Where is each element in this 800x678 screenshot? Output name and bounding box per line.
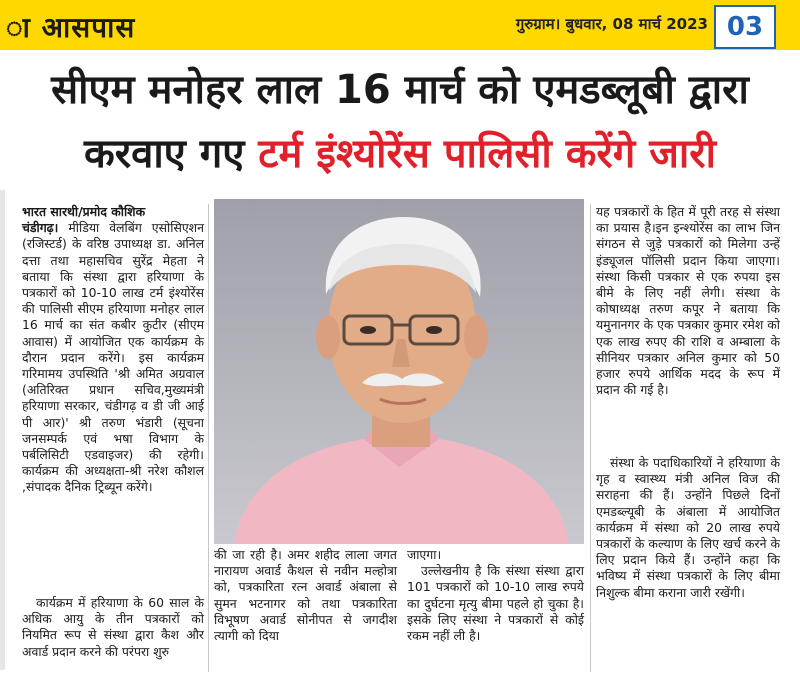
headline-line-2-black: करवाए गए [84,131,259,177]
story-dateline: चंडीगढ़। [22,220,59,236]
page-header [0,0,800,50]
portrait-illustration [214,199,584,544]
article-column-3 [407,547,584,644]
column-divider [208,204,209,672]
column-1-paragraph-2: कार्यक्रम में हरियाणा के 60 साल के अधिक आयु के तीन पत्रकारों को नियमित रूप से संस्था द्वारा कैश और अवार्ड प्रदान करने की परंपरा शुरु [22,595,204,659]
article-column-2 [214,547,397,644]
column-4-text: यह पत्रकारों के हित में पूरी तरह से संस्था का प्रयास है।इन इन्श्योरेंस का लाभ जिन संगठन से जुड़े पत्रकारों को मिलेगा उन्हें इंड्यूजल पॉलिसी प्रदान किया जाएगा। संस्था किसी पत्रकार से एक रुपया इस बीमे के लिए नहीं लेगी। संस्था के कोषाध्यक्ष तरुण कपूर ने बताया कि यमुनानगर के एक पत्रकार कुमार रमेश को एक लाख रुपए की राशि व अम्बाला के सीनियर पत्रकार अनिल कुमार को 50 हजार रुपये आर्थिक मदद के रूप में प्रदान की गई है। [596,204,780,398]
column-1-text: मीडिया वेलबिंग एसोसिएशन (रजिस्टर्ड) के वरिष्ठ उपाध्यक्ष डा. अनिल दत्ता तथा महासचिव सुरेंद्र मेहता ने बताया कि संस्था द्वारा हरियाणा के पत्रकारों को 10-10 लाख टर्म इंश्योरेंस की पालिसी सीएम हरियाणा मनोहर लाल 16 मार्च का संत कबीर कुटीर (सीएम आवास) में आयोजित एक कार्यक्रम के दौरान प्रदान करेंगे। इस कार्यक्रम गरिमामय उपस्थिति 'श्री अमित अग्रवाल (अतिरिक्त प्रधान सचिव,मुख्यमंत्री हरियाणा सरकार, चंडीगढ़ व डी जी आई पी आर)' श्री तरुण भंडारी (सूचना जनसम्पर्क एवं भषा विभाग के पर्बलिसिटी एडवाइजर) की रहेगी। कार्यक्रम की अध्यक्षता-श्री नरेश कौशल ,संपादक दैनिक ट्रिब्यून करेंगे। [22,220,204,495]
portrait-photo [214,199,584,544]
column-4-text-2: संस्था के पदाधिकारियों ने हरियाणा के गृह व स्वास्थ्य मंत्री अनिल विज की सराहना की हैं। उन्होंने पिछले दिनों एमडब्ल्यूबी के अंबाला में आयोजित कार्यक्रम में संस्था को 20 लाख रुपये पत्रकारों के कल्याण के लिए खर्च करने के लिए प्रदान किये हैं। उन्होंने कहा कि भविष्य में संस्था पत्रकारों के लिए बीमा निशुल्क बीमा कराना जारी रखेंगी। [596,455,780,600]
column-1-paragraph [22,220,204,495]
headline-line-2 [0,124,800,179]
section-title: ा आसपास [6,11,136,44]
byline: भारत सारथी/प्रमोद कौशिक [22,204,146,219]
headline-line-1: सीएम मनोहर लाल 16 मार्च को एमडब्लूबी द्वारा [51,67,749,113]
column-divider [590,204,591,672]
column-2-text: की जा रही है। अमर शहीद लाला जगत नारायण अवार्ड कैथल से नवीन मल्होत्रा को, पत्रकारिता रत्न अवार्ड अंबाला से सुमन भटनागर को तथा पत्रकारिता विभूषण अवार्ड सोनीपत से जगदीश त्यागी को दिया [214,547,397,644]
article-column-4 [596,204,780,398]
left-margin-strip [0,190,5,670]
article-column-1b [22,595,204,660]
edition-dateline: गुरुग्राम। बुधवार, 08 मार्च 2023 [515,15,708,33]
column-3-text: जाएगा। [407,547,442,562]
headline-line-2-red: टर्म इंश्योरेंस पालिसी करेंगे जारी [258,131,716,177]
article-column-1 [22,204,204,496]
page-number: 03 [714,5,776,49]
column-3-text-2: उल्लेखनीय है कि संस्था संस्था द्वारा 101 पत्रकारों को 10-10 लाख रुपये का दुर्घटना मृत्यु बीमा पहले हो चुका है। इसके लिए संस्था ने पत्रकारों से कोई रकम नहीं ली है। [407,563,584,644]
article-column-4b [596,455,780,601]
